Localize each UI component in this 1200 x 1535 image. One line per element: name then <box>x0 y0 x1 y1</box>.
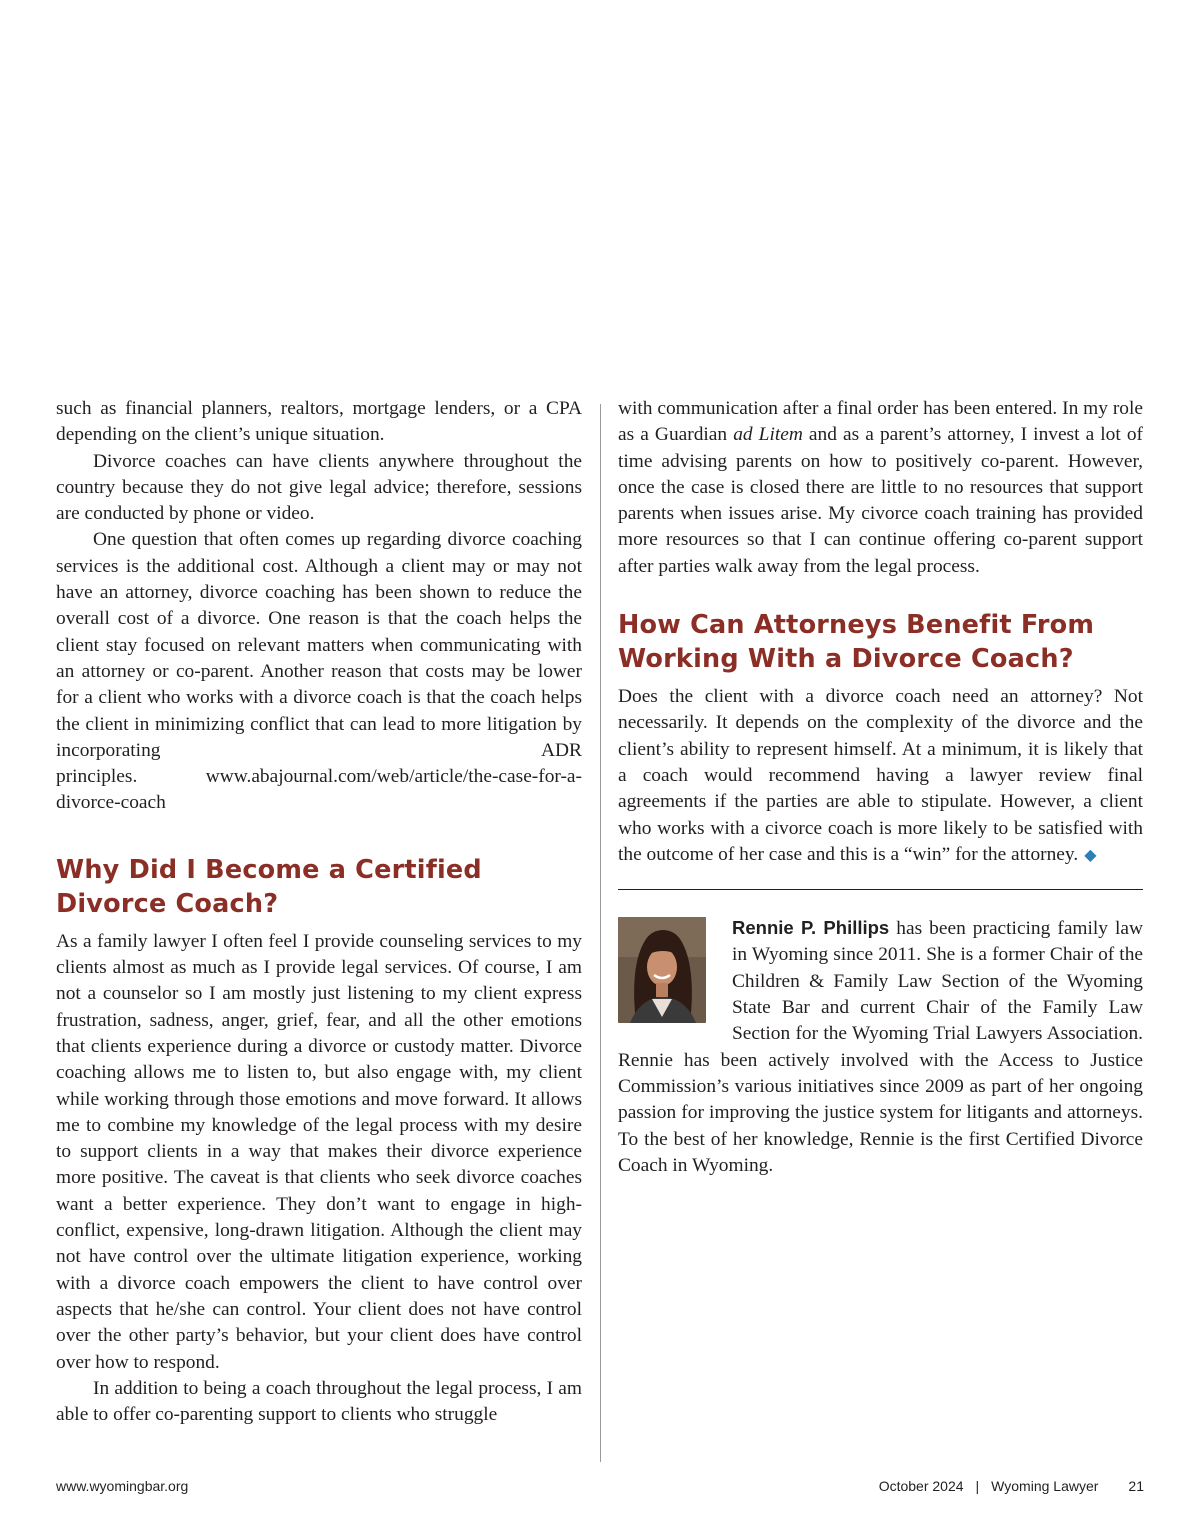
left-paragraph-5: In addition to being a coach throughout the legal process, I am able to offer co-parenting support to clients who struggle <box>56 1377 582 1426</box>
right-paragraph-1 <box>618 396 1143 580</box>
footer-publication: Wyoming Lawyer <box>991 1478 1099 1494</box>
footer-website[interactable]: www.wyomingbar.org <box>56 1478 189 1494</box>
section-heading-attorneys-benefit: How Can Attorneys Benefit From Working With a Divorce Coach? <box>618 610 1095 675</box>
bio-divider-rule <box>618 889 1143 890</box>
footer-issue-info <box>879 1478 1144 1494</box>
aba-journal-link[interactable]: www.abajournal.com/web/article/the-case-for-a-divorce-coach <box>56 766 582 814</box>
right-paragraph-1-text-a: with communication after a final order has been entered. In my role as a Guardian <box>618 398 1143 446</box>
page-number: 21 <box>1128 1478 1144 1494</box>
right-paragraph-2-text: Does the client with a divorce coach need an attorney? Not necessarily. It depends on the complexity of the divorce and the client’s ability to represent himself. At a minimum, it is likely that a coach would recommend having a lawyer review final agreements if the parties are able to stipulate. However, a client who works with a civorce coach is more likely to be satisfied with the outcome of her case and this is a “win” for the attorney. <box>618 686 1143 865</box>
footer-separator: | <box>975 1478 980 1494</box>
author-bio <box>618 915 1143 1179</box>
author-photo <box>618 917 706 1023</box>
end-diamond-icon: ◆ <box>1084 846 1097 864</box>
author-name: Rennie P. Phillips <box>732 917 890 939</box>
right-paragraph-1-text-b: and as a parent’s attorney, I invest a lot of time advising parents on how to positively co-parent. However, once the case is closed there are little to no resources that support parents when issues arise. My civorce coach training has provided more resources so that I can continue offering co-parent support after parties walk away from the legal process. <box>618 424 1143 577</box>
column-divider <box>600 404 601 1462</box>
left-paragraph-3 <box>56 527 582 816</box>
cost-paragraph-text: One question that often comes up regarding divorce coaching services is the additional cost. Although a client may or may not have an attorney, divorce coaching has been shown to reduce the overall cost of a divorce. One reason is that the coach helps the client stay focused on relevant matters when communicating with an attorney or co-parent. Another reason that costs may be lower for a client who works with a divorce coach is that the coach helps the client in minimizing conflict that can lead to more litigation by incorporating ADR principles. <box>56 529 582 788</box>
left-paragraph-4: As a family lawyer I often feel I provide counseling services to my clients almost as much as I provide legal services. Of course, I am not a counselor so I am mostly just listening to my client express frustration, sadness, anger, grief, fear, and all the other emotions that clients experience during a divorce or custody matter. Divorce coaching allows me to listen to, but also engage with, my client while working through those emotions and move forward. It allows me to combine my knowledge of the legal process with my desire to support clients in a way that makes their divorce experience more positive. The caveat is that clients who seek divorce coaches want a better experience. They don’t want to engage in high-conflict, expensive, long-drawn litigation. Although the client may not have control over the ultimate litigation experience, working with a divorce coach empowers the client to have control over aspects that he/she can control. Your client does not have control over the other party’s behavior, but your client does have control over how to respond. <box>56 930 582 1373</box>
ad-litem-italic: ad Litem <box>733 424 803 446</box>
left-column <box>56 396 582 1428</box>
right-paragraph-2 <box>618 684 1143 869</box>
left-paragraph-2: Divorce coaches can have clients anywhere throughout the country because they do not give legal advice; therefore, sessions are conducted by phone or video. <box>56 450 582 525</box>
bio-text: has been practicing family law in Wyoming since 2011. She is a former Chair of the Children & Family Law Section of the Wyoming State Bar and current Chair of the Family Law Section for the Wyoming Trial Lawyers Association. Rennie has been actively involved with the Access to Justice Commission’s various initiatives since 2009 as part of her ongoing passion for improving the justice system for litigants and attorneys. To the best of her knowledge, Rennie is the first Certified Divorce Coach in Wyoming. <box>618 918 1144 1176</box>
section-heading-why-certified: Why Did I Become a Certified Divorce Coach? <box>56 854 482 919</box>
left-paragraph-1: such as financial planners, realtors, mortgage lenders, or a CPA depending on the client’s unique situation. <box>56 398 582 446</box>
right-column <box>618 396 1143 1179</box>
footer-date: October 2024 <box>878 1478 964 1494</box>
